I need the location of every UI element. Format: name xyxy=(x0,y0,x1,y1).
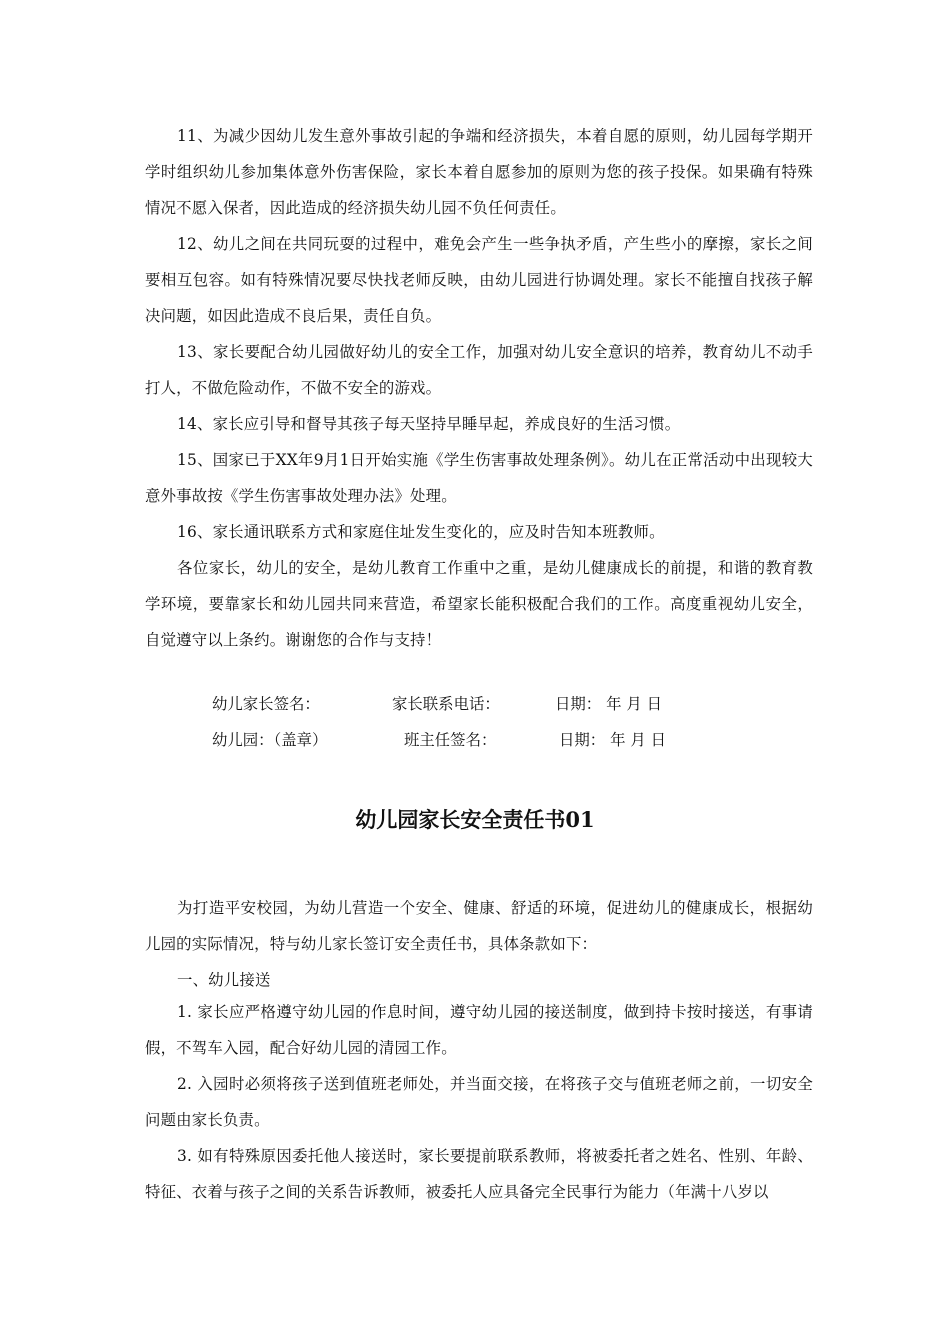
pickup-clause-1: 1. 家长应严格遵守幼儿园的作息时间，遵守幼儿园的接送制度，做到持卡按时接送，有事请假，不驾车入园，配合好幼儿园的清园工作。 xyxy=(145,1003,813,1057)
pickup-clause-2: 2. 入园时必须将孩子送到值班老师处，并当面交接，在将孩子交与值班老师之前，一切安全问题由家长负责。 xyxy=(145,1075,813,1129)
clause-14: 14、家长应引导和督导其孩子每天坚持早睡早起，养成良好的生活习惯。 xyxy=(177,415,681,433)
clause-12: 12、幼儿之间在共同玩耍的过程中，难免会产生一些争执矛盾，产生些小的摩擦，家长之间要相互包容。如有特殊情况要尽快找老师反映，由幼儿园进行协调处理。家长不能擅自找孩子解决问题，如因此造成不良后果，责任自负。 xyxy=(145,235,813,325)
date-label: 日期： 年 月 日 xyxy=(555,695,663,713)
parent-phone-label: 家长联系电话： xyxy=(392,695,500,713)
pickup-clause-3: 3. 如有特殊原因委托他人接送时，家长要提前联系教师，将被委托者之姓名、性别、年龄、特征、衣着与孩子之间的关系告诉教师，被委托人应具备完全民事行为能力（年满十八岁以 xyxy=(145,1147,813,1201)
intro-paragraph: 为打造平安校园，为幼儿营造一个安全、健康、舒适的环境，促进幼儿的健康成长，根据幼儿园的实际情况，特与幼儿家长签订安全责任书，具体条款如下： xyxy=(145,899,813,953)
clause-11: 11、为减少因幼儿发生意外事故引起的争端和经济损失，本着自愿的原则，幼儿园每学期开学时组织幼儿参加集体意外伤害保险，家长本着自愿参加的原则为您的孩子投保。如果确有特殊情况不愿入保者，因此造成的经济损失幼儿园不负任何责任。 xyxy=(145,127,813,217)
teacher-signature-label: 班主任签名： xyxy=(404,731,497,749)
signature-row-2 xyxy=(212,722,772,758)
signature-row-1 xyxy=(212,686,772,722)
parent-signature-label: 幼儿家长签名： xyxy=(212,695,320,713)
section-heading-pickup: 一、幼儿接送 xyxy=(177,971,271,989)
clause-13: 13、家长要配合幼儿园做好幼儿的安全工作，加强对幼儿安全意识的培养，教育幼儿不动手打人，不做危险动作，不做不安全的游戏。 xyxy=(145,343,813,397)
clause-16: 16、家长通讯联系方式和家庭住址发生变化的，应及时告知本班教师。 xyxy=(177,523,665,541)
closing-paragraph: 各位家长，幼儿的安全，是幼儿教育工作重中之重，是幼儿健康成长的前提，和谐的教育教学环境，要靠家长和幼儿园共同来营造，希望家长能积极配合我们的工作。高度重视幼儿安全，自觉遵守以上条约。谢谢您的合作与支持！ xyxy=(145,559,813,649)
date-label: 日期： 年 月 日 xyxy=(559,731,667,749)
document-title: 幼儿园家长安全责任书01 xyxy=(355,807,595,832)
kindergarten-stamp-label: 幼儿园：（盖章） xyxy=(212,731,328,749)
clause-15: 15、国家已于XX年9月1日开始实施《学生伤害事故处理条例》。幼儿在正常活动中出现较大意外事故按《学生伤害事故处理办法》处理。 xyxy=(145,451,813,505)
